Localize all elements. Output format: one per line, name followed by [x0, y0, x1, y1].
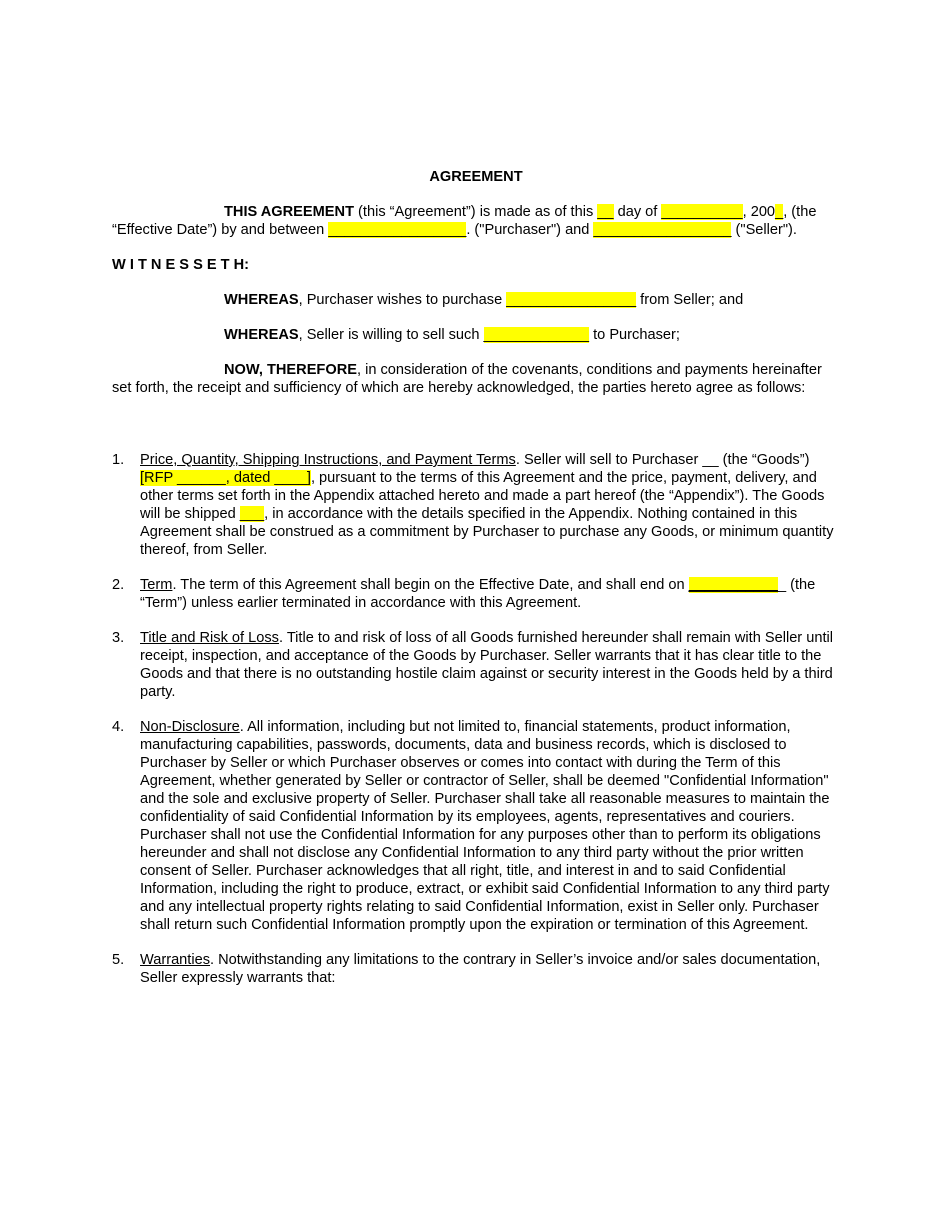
section-heading: Warranties — [140, 952, 211, 968]
whereas-purchaser: WHEREAS, Purchaser wishes to purchase ________________ from Seller; and — [224, 292, 744, 308]
purchaser-name-blank[interactable]: _________________ — [328, 222, 467, 238]
section-heading: Title and Risk of Loss — [140, 630, 279, 646]
section-non-disclosure: 4. Non-Disclosure. All information, including but not limited to, financial statements, product information, manufacturing capabilities, passwords, documents, data and business records, which is disclosed to Purchaser by Seller or which Purchaser observes or comes into contact with during the Term of this Agreement, whether generated by Seller or contractor of Seller, shall be deemed "Confidential Information" and the sole and exclusive property of Seller. Purchaser shall take all reasonable measures to maintain the confidentiality of said Confidential Information by its employees, agents, representatives and couriers. Purchaser shall not use the Confidential Information for any purposes other than to perform its obligations hereunder and shall not disclose any Confidential Information to any third party without the prior written consent of Seller. Purchaser acknowledges that all right, title, and interest in and to said Confidential Information, including the right to produce, extract, or exhibit said Confidential Information to any third party and any intellectual property rights relating to said Confidential Information, exist in Seller only. Purchaser shall return such Confidential Information promptly upon the expiration or termination of this Agreement. — [112, 719, 830, 933]
month-blank[interactable]: __________ — [661, 204, 743, 220]
end-date-blank[interactable]: ___________ — [688, 577, 778, 593]
document-body — [112, 168, 840, 987]
section-heading: Non-Disclosure — [140, 719, 240, 735]
section-heading: Price, Quantity, Shipping Instructions, and Payment Terms — [140, 452, 516, 468]
section-number: 1. — [112, 452, 125, 468]
goods-blank-2[interactable]: _____________ — [483, 327, 590, 343]
section-number: 3. — [112, 630, 125, 646]
section-number: 2. — [112, 577, 125, 593]
year-blank[interactable]: _ — [775, 204, 784, 220]
section-title-risk: 3. Title and Risk of Loss. Title to and risk of loss of all Goods furnished hereunder shall remain with Seller until receipt, inspection, and acceptance of the Goods by Purchaser. Seller warrants that it has clear title to the Goods and that there is no outstanding hostile claim against or security interest in the Goods held by a third party. — [112, 630, 833, 700]
day-blank[interactable]: __ — [597, 204, 614, 220]
section-number: 5. — [112, 952, 125, 968]
shipping-blank[interactable]: ___ — [239, 506, 265, 522]
section-price-quantity: 1. Price, Quantity, Shipping Instructions, and Payment Terms. Seller will sell to Purchaser __ (the “Goods”) [RFP ______, dated ____], pursuant to the terms of this Agreement and the price, payment, delivery, and other terms set forth in the Appendix attached hereto and made a part hereof (the “Appendix”). The Goods will be shipped ___, in accordance with the details specified in the Appendix. Nothing contained in this Agreement shall be construed as a commitment by Purchaser to purchase any Goods, or minimum quantity thereof, from Seller. — [112, 452, 834, 558]
section-warranties: 5. Warranties. Notwithstanding any limitations to the contrary in Seller’s invoice and/or sales documentation, Seller expressly warrants that: — [112, 952, 821, 986]
section-heading: Term — [140, 577, 173, 593]
intro-lead: THIS AGREEMENT — [224, 204, 354, 220]
section-number: 4. — [112, 719, 125, 735]
now-therefore-paragraph: NOW, THEREFORE, in consideration of the covenants, conditions and payments hereinafter set forth, the receipt and sufficiency of which are hereby acknowledged, the parties hereto agree as follows: — [112, 362, 822, 396]
sections-list — [112, 451, 840, 987]
intro-paragraph: THIS AGREEMENT (this “Agreement”) is made as of this __ day of __________, 200_, (the “Effective Date”) by and between _________________. ("Purchaser") and _________________ ("Seller"). — [112, 204, 817, 238]
section-term: 2. Term. The term of this Agreement shall begin on the Effective Date, and shall end on ____________ (the “Term”) unless earlier terminated in accordance with this Agreement. — [112, 577, 816, 611]
seller-name-blank[interactable]: _________________ — [593, 222, 732, 238]
goods-blank[interactable]: ________________ — [506, 292, 637, 308]
whereas-seller: WHEREAS, Seller is willing to sell such _____________ to Purchaser; — [224, 327, 680, 343]
witnesseth-heading: W I T N E S S E T H: — [112, 257, 250, 273]
rfp-blank[interactable]: [RFP ______, dated ____] — [140, 470, 311, 486]
document-title: AGREEMENT — [429, 169, 523, 185]
